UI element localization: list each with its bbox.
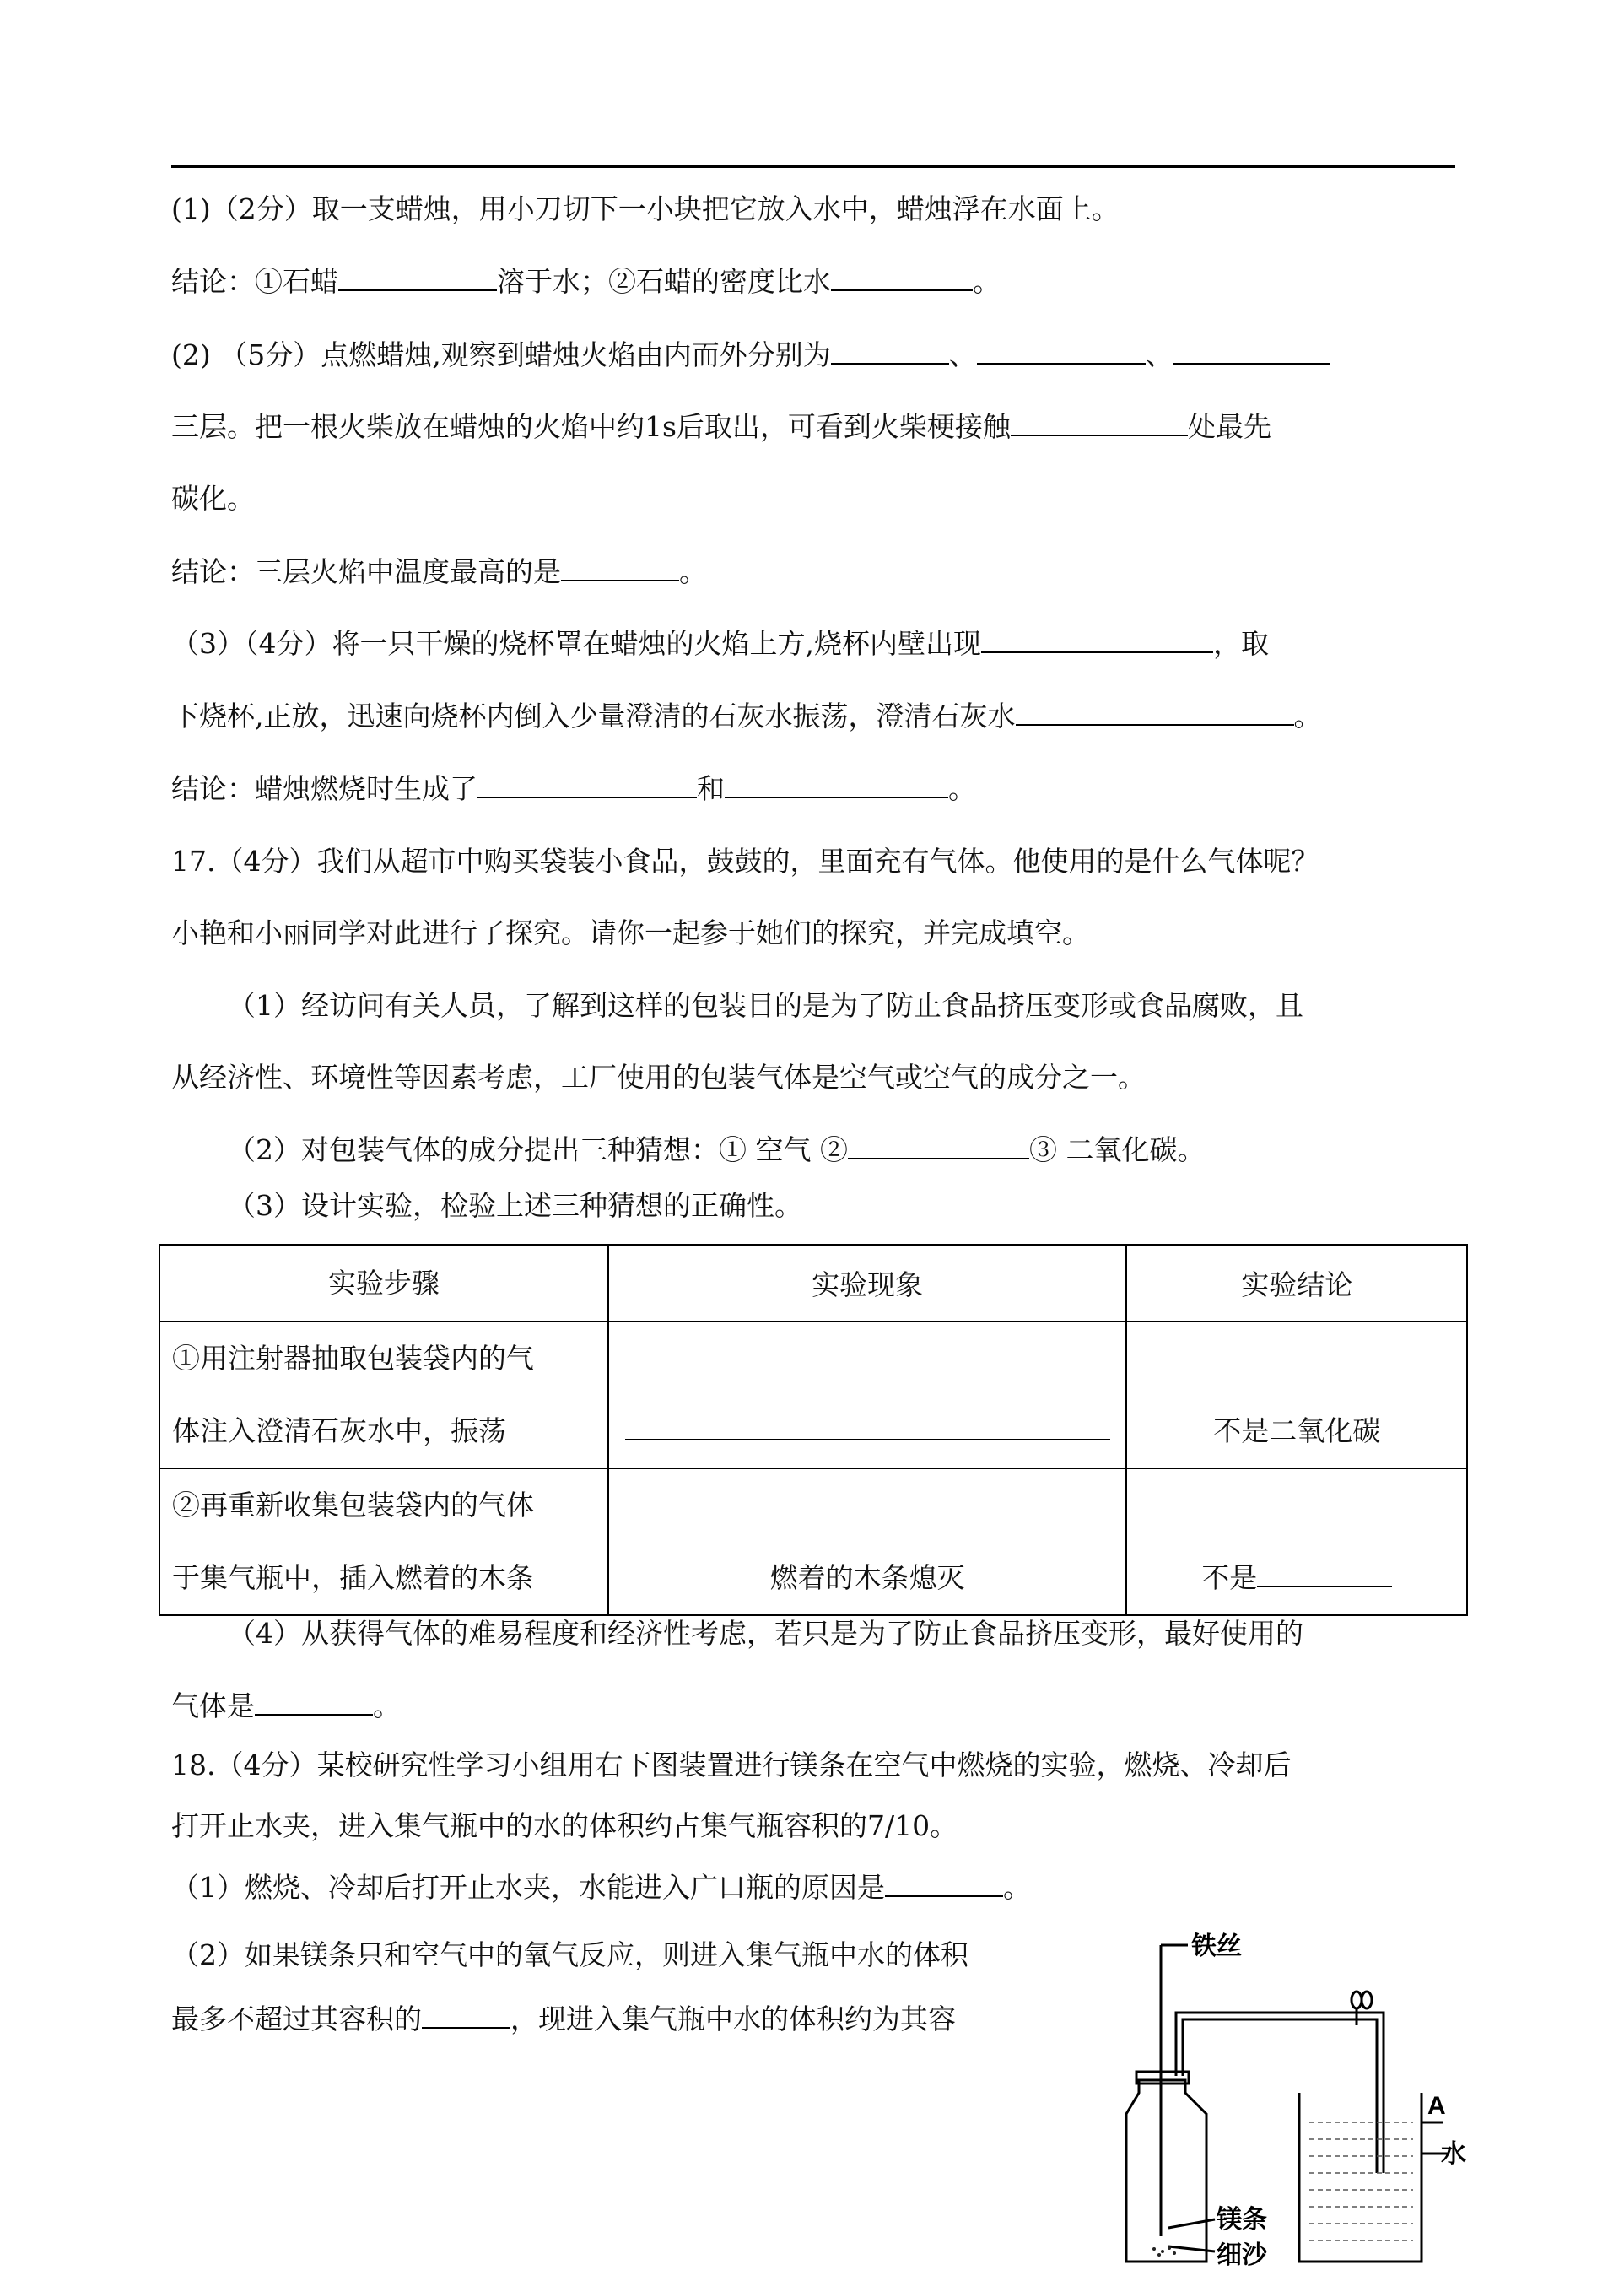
water-hatching [1309, 2122, 1413, 2240]
q17-step4-line2: 气体是 。 [171, 1687, 401, 1726]
q17-intro-line2: 小艳和小丽同学对此进行了探究。请你一起参于她们的探究，并完成填空。 [171, 916, 1090, 949]
answer-blank[interactable] [981, 624, 1213, 653]
row2-conclusion: 不是 [1126, 1468, 1467, 1615]
row2-phenomenon: 燃着的木条熄灭 [608, 1468, 1127, 1615]
answer-blank[interactable] [848, 1131, 1029, 1159]
answer-blank[interactable] [422, 2000, 510, 2029]
experiment-table [159, 1244, 1468, 1616]
answer-blank[interactable] [1173, 336, 1330, 365]
q18-part2-line1: （2）如果镁条只和空气中的氧气反应，则进入集气瓶中水的体积 [171, 1938, 968, 1971]
answer-blank[interactable] [255, 1687, 373, 1716]
q17-step3: （3）设计实验，检验上述三种猜想的正确性。 [228, 1189, 802, 1222]
label-iron-wire: 铁丝 [1191, 1932, 1242, 1960]
q17-step1-line2: 从经济性、环境性等因素考虑，工厂使用的包装气体是空气或空气的成分之一。 [171, 1061, 1146, 1094]
answer-blank[interactable] [977, 336, 1146, 365]
label-magnesium: 镁条 [1217, 2206, 1267, 2234]
stopper [1136, 2072, 1189, 2084]
header-rule [171, 165, 1455, 168]
row1-phenomenon [608, 1322, 1127, 1468]
q16-part3: （3）（4分）将一只干燥的烧杯罩在蜡烛的火焰上方,烧杯内壁出现 ，取 [171, 624, 1269, 663]
row1-conclusion: 不是二氧化碳 [1126, 1322, 1467, 1468]
header-conclusion: 实验结论 [1126, 1245, 1467, 1322]
table-row [159, 1468, 1467, 1615]
q17-step1-line1: （1）经访问有关人员，了解到这样的包装目的是为了防止食品挤压变形或食品腐败，且 [228, 989, 1303, 1022]
table-header-row [159, 1245, 1467, 1322]
answer-blank[interactable] [338, 262, 497, 291]
q16-part2-cont: 三层。把一根火柴放在蜡烛的火焰中约1s后取出，可看到火柴梗接触 处最先 [171, 408, 1271, 446]
answer-blank[interactable] [1016, 697, 1294, 726]
label-a: A [1427, 2092, 1446, 2120]
q16-part2: (2) （5分）点燃蜡烛,观察到蜡烛火焰由内而外分别为 、 、 [171, 336, 1330, 375]
answer-blank[interactable] [561, 553, 679, 581]
q17-intro-line1: 17.（4分）我们从超市中购买袋装小食品，鼓鼓的，里面充有气体。他使用的是什么气体呢？ [171, 845, 1319, 878]
row1-step: ①用注射器抽取包装袋内的气 体注入澄清石灰水中，振荡 [159, 1322, 608, 1468]
q16-part2-end: 碳化。 [171, 482, 255, 515]
answer-blank[interactable] [1257, 1559, 1392, 1587]
answer-blank[interactable] [725, 770, 948, 798]
q16-conclusion2: 结论：三层火焰中温度最高的是 。 [171, 553, 707, 592]
q17-step4-line1: （4）从获得气体的难易程度和经济性考虑，若只是为了防止食品挤压变形，最好使用的 [228, 1617, 1303, 1650]
q18-intro-line1: 18.（4分）某校研究性学习小组用右下图装置进行镁条在空气中燃烧的实验，燃烧、冷却后 [171, 1749, 1292, 1781]
q18-intro-line2: 打开止水夹，进入集气瓶中的水的体积约占集气瓶容积的7/10。 [171, 1809, 958, 1842]
beaker [1299, 2093, 1422, 2262]
q18-part1: （1）燃烧、冷却后打开止水夹，水能进入广口瓶的原因是 。 [171, 1868, 1031, 1907]
label-water: 水 [1441, 2140, 1466, 2168]
q16-conclusion3: 结论：蜡烛燃烧时生成了 和 。 [171, 770, 976, 808]
gas-bottle [1126, 2080, 1206, 2262]
row2-step: ②再重新收集包装袋内的气体 于集气瓶中，插入燃着的木条 [159, 1468, 608, 1615]
answer-blank[interactable] [831, 336, 949, 365]
answer-blank[interactable] [885, 1868, 1003, 1897]
answer-blank[interactable] [1011, 408, 1188, 436]
q17-step2: （2）对包装气体的成分提出三种猜想：① 空气 ② ③ 二氧化碳。 [228, 1131, 1205, 1170]
label-sand: 细沙 [1217, 2241, 1267, 2269]
q18-part2-line2: 最多不超过其容积的 ，现进入集气瓶中水的体积约为其容 [171, 2000, 956, 2039]
header-step: 实验步骤 [159, 1245, 608, 1322]
answer-blank[interactable] [477, 770, 697, 798]
apparatus-figure [1088, 1932, 1468, 2270]
q16-conclusion1: 结论：①石蜡 溶于水；②石蜡的密度比水 。 [171, 262, 1001, 301]
answer-blank[interactable] [831, 262, 973, 291]
header-phenomenon: 实验现象 [608, 1245, 1127, 1322]
q16-part1: (1)（2分）取一支蜡烛，用小刀切下一小块把它放入水中，蜡烛浮在水面上。 [171, 192, 1120, 225]
answer-blank[interactable] [625, 1412, 1110, 1440]
table-row [159, 1322, 1467, 1468]
q16-part3-cont: 下烧杯,正放，迅速向烧杯内倒入少量澄清的石灰水振荡，澄清石灰水 。 [171, 697, 1322, 736]
